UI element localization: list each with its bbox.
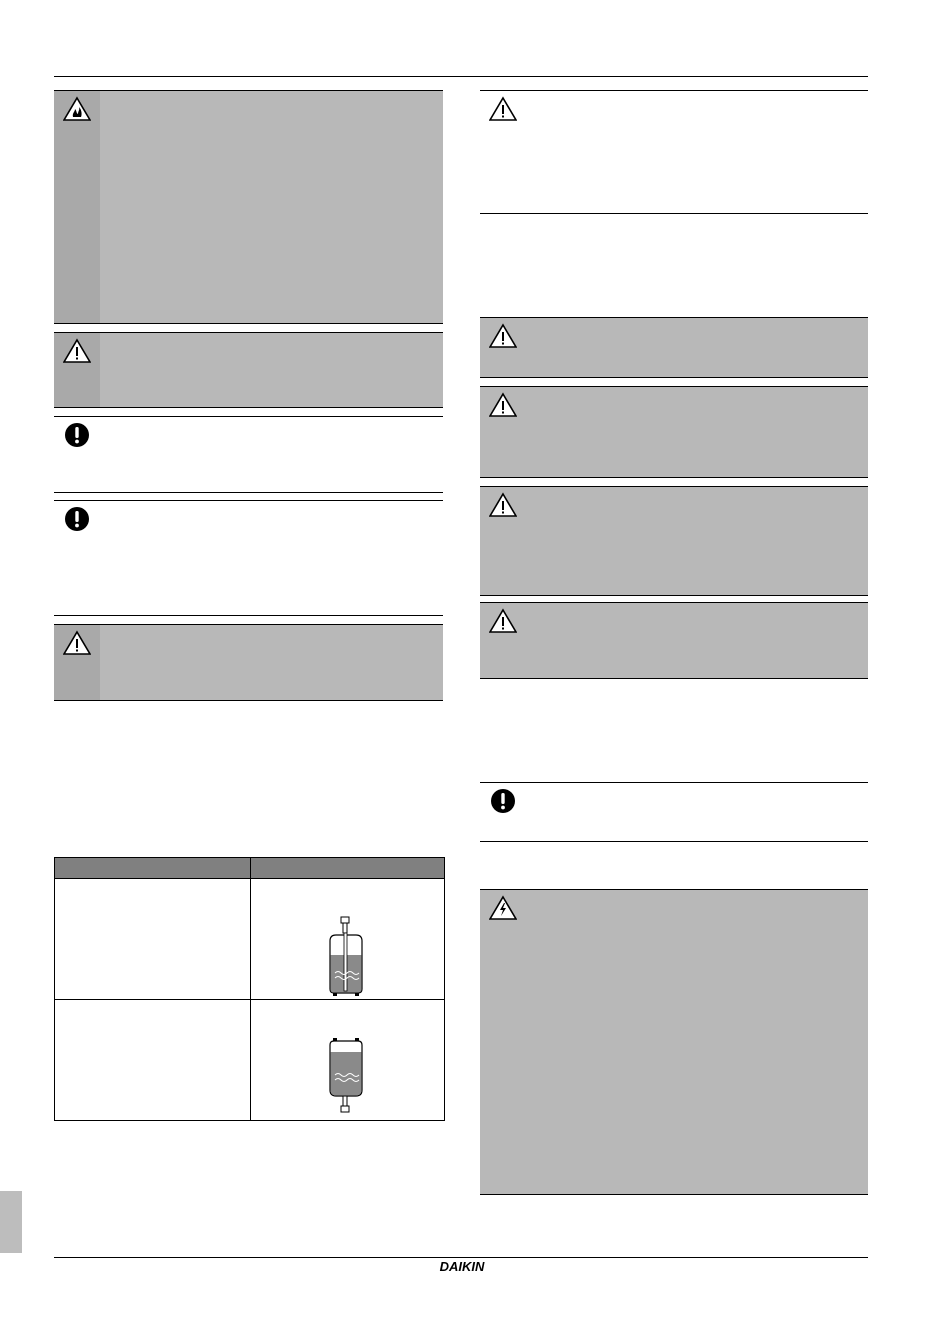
cylinder-with-siphon-tube-icon bbox=[326, 915, 366, 997]
important-notice bbox=[480, 782, 868, 842]
header-rule bbox=[54, 76, 868, 77]
important-notice bbox=[54, 500, 443, 616]
warning-triangle-icon bbox=[489, 492, 517, 518]
warning-triangle-icon bbox=[489, 392, 517, 418]
warning-notice bbox=[480, 602, 868, 679]
important-notice bbox=[54, 416, 443, 493]
warning-notice bbox=[480, 90, 868, 214]
caution-notice bbox=[54, 624, 443, 701]
warning-triangle-icon bbox=[489, 96, 517, 122]
electric-warning-notice bbox=[480, 889, 868, 1195]
warning-notice bbox=[480, 386, 868, 478]
cylinder-table bbox=[54, 857, 445, 1121]
warning-triangle-icon bbox=[63, 630, 91, 656]
flammable-warning-icon bbox=[63, 96, 91, 122]
cylinder-upside-down-icon bbox=[326, 1036, 366, 1118]
warning-notice bbox=[480, 486, 868, 596]
notice-exclamation-icon bbox=[63, 422, 91, 448]
chapter-tab bbox=[0, 1191, 22, 1253]
caution-notice bbox=[54, 332, 443, 408]
notice-exclamation-icon bbox=[63, 506, 91, 532]
warning-notice bbox=[480, 317, 868, 378]
notice-exclamation-icon bbox=[489, 788, 517, 814]
flammable-notice bbox=[54, 90, 443, 324]
daikin-logo bbox=[431, 1258, 493, 1274]
warning-triangle-icon bbox=[63, 338, 91, 364]
electric-shock-icon bbox=[489, 895, 517, 921]
warning-triangle-icon bbox=[489, 608, 517, 634]
warning-triangle-icon bbox=[489, 323, 517, 349]
brand-name: DAIKIN bbox=[439, 1259, 485, 1274]
